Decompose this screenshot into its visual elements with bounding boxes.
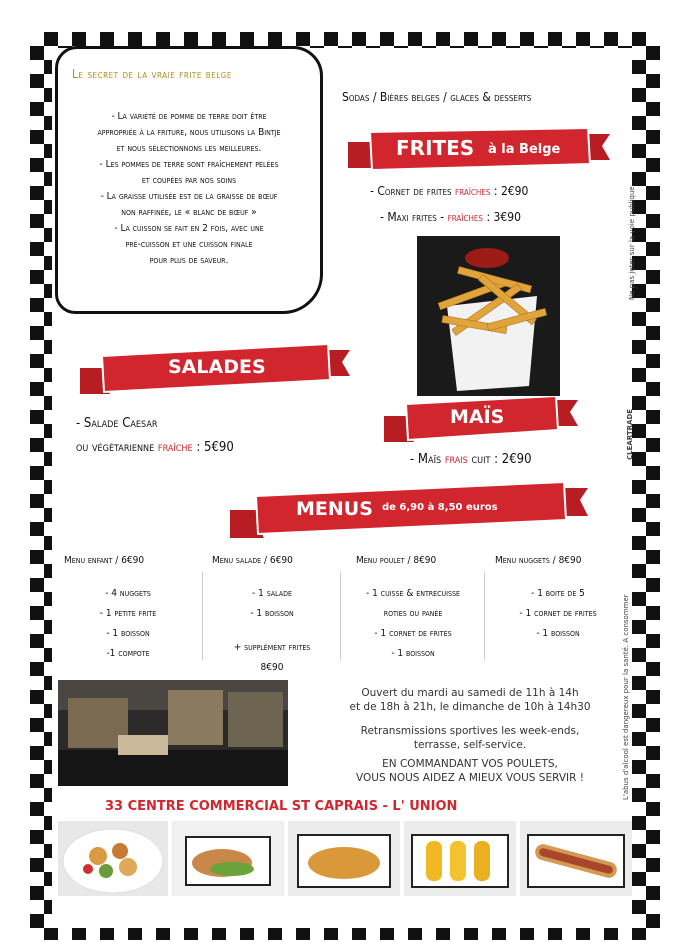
item-text: - Maïs (410, 452, 442, 467)
secret-line: - La variété de pomme de terre doit être (111, 111, 267, 122)
item-price: : 5€90 (196, 440, 234, 455)
item-fresh: fraîches (447, 210, 483, 224)
item-fresh: fraîche (157, 440, 193, 455)
item-price: : 2€90 (493, 184, 529, 198)
salades-banner-title: SALADES (168, 356, 266, 378)
photo-sandwich (172, 821, 284, 896)
list-item: -1 compote (106, 648, 150, 659)
list-item: - 1 cuisse & entrecuisse (366, 588, 460, 599)
item-price: : 3€90 (486, 210, 521, 224)
hours-line: Ouvert du mardi au samedi de 11h à 14h (361, 687, 579, 699)
side-text-litter: Ne pas jeter sur la voie publique. (628, 184, 636, 300)
item-text: ou végétarienne (76, 440, 155, 455)
menu-salade-title: Menu salade / 6€90 (212, 555, 293, 566)
opening-hours (320, 686, 620, 714)
hours-line: et de 18h à 21h, le dimanche de 10h à 14h30 (349, 701, 591, 713)
photo-salad (58, 821, 168, 896)
extras-line: terrasse, self-service. (413, 739, 527, 751)
column-divider (484, 572, 485, 660)
fries-image (417, 236, 560, 396)
secret-line: - La cuisson se fait en 2 fois, avec une (114, 223, 264, 234)
fries-tray-image (288, 821, 400, 896)
list-item (204, 624, 340, 638)
secret-title: Le secret de la vraie frite belge (72, 67, 232, 81)
list-item: + supplément frites (233, 642, 311, 653)
list-item: - 1 cornet de frites (519, 608, 597, 619)
list-item: - 1 boisson (106, 628, 150, 639)
list-item: - 1 salade (252, 588, 292, 599)
secret-box (55, 46, 323, 314)
item-text: - Maxi frites - (380, 210, 445, 224)
list-item: - 1 boisson (250, 608, 294, 619)
menus-banner-subtitle: de 6,90 à 8,50 euros (382, 502, 498, 513)
side-text-alcohol: L'abus d'alcool est dangereux pour la santé. A consommer (622, 594, 630, 800)
mais-banner-title: MAÏS (450, 406, 505, 428)
corn-image (404, 821, 516, 896)
extras-line: Retransmissions sportives les week-ends, (360, 725, 580, 737)
frites-banner (348, 128, 610, 174)
order-line: EN COMMANDANT VOS POULETS, (382, 758, 558, 770)
address: 33 CENTRE COMMERCIAL ST CAPRAIS - L' UNION (105, 799, 458, 814)
list-item: roties ou panée (383, 608, 443, 619)
frites-banner-subtitle: à la Belge (488, 142, 561, 157)
order-line: VOUS NOUS AIDEZ A MIEUX VOUS SERVIR ! (356, 772, 584, 784)
mais-line (410, 452, 532, 467)
fries-photo (417, 236, 560, 396)
item-fresh: frais (444, 452, 468, 467)
menus-banner-title: MENUS (296, 498, 373, 520)
item-price: cuit : 2€90 (471, 452, 532, 467)
item-fresh: fraîches (455, 184, 491, 198)
photo-hotdog (520, 821, 632, 896)
shop-photo (58, 680, 288, 786)
frites-item-cornet (370, 184, 528, 198)
list-item: - 4 nuggets (105, 588, 151, 599)
order-notice (320, 757, 620, 785)
frites-banner-shape (348, 128, 610, 174)
salade-line1: - Salade Caesar (76, 416, 158, 431)
salad-image (58, 821, 168, 896)
item-text: - Cornet de frites (370, 184, 452, 198)
sandwich-image (172, 821, 284, 896)
column-divider (202, 572, 203, 660)
photo-corn (404, 821, 516, 896)
salades-banner (80, 344, 350, 396)
secret-line: pour plus de saveur. (149, 255, 229, 266)
side-text-cleartrade: CLEARTRADE (626, 408, 634, 460)
list-item: - 1 cornet de frites (374, 628, 452, 639)
secret-line: - Les pommes de terre sont fraîchement pelées (99, 159, 279, 170)
shop-image (58, 680, 288, 786)
column-divider (340, 572, 341, 660)
list-item: - 1 boisson (391, 648, 435, 659)
menu-enfant-items (60, 584, 196, 664)
mais-banner (384, 396, 578, 444)
secret-line: non raffinée, le « blanc de bœuf » (121, 207, 257, 218)
secret-line: pré-cuisson et une cuisson finale (125, 239, 253, 250)
list-item: 8€90 (260, 662, 284, 673)
menu-salade-items (204, 584, 340, 678)
salade-line2 (76, 440, 234, 455)
extras-info (320, 724, 620, 752)
list-item: - 1 boite de 5 (531, 588, 585, 599)
drinks-line: Sodas / Bières belges / glaces & desserts (342, 90, 532, 104)
menu-nuggets-title: Menu nuggets / 8€90 (495, 555, 582, 566)
list-item: - 1 petite frite (99, 608, 157, 619)
secret-line: et coupées par nos soins (141, 175, 237, 186)
hotdog-image (520, 821, 632, 896)
menu-poulet-items (342, 584, 484, 664)
frites-item-maxi (380, 210, 521, 224)
secret-line: - La graisse utilisée est de la graisse de bœuf (100, 191, 278, 202)
menu-nuggets-items (488, 584, 628, 644)
photo-fries-tray (288, 821, 400, 896)
secret-line: et nous sélectionnons les meilleures. (116, 143, 262, 154)
menu-enfant-title: Menu enfant / 6€90 (64, 555, 145, 566)
list-item: - 1 boisson (536, 628, 580, 639)
menus-banner (230, 482, 588, 540)
menu-poulet-title: Menu poulet / 8€90 (356, 555, 437, 566)
frites-banner-title: FRITES (396, 136, 475, 160)
secret-list (64, 109, 314, 269)
secret-line: appropriée à la friture, nous utilisons la Bintje (97, 127, 281, 138)
